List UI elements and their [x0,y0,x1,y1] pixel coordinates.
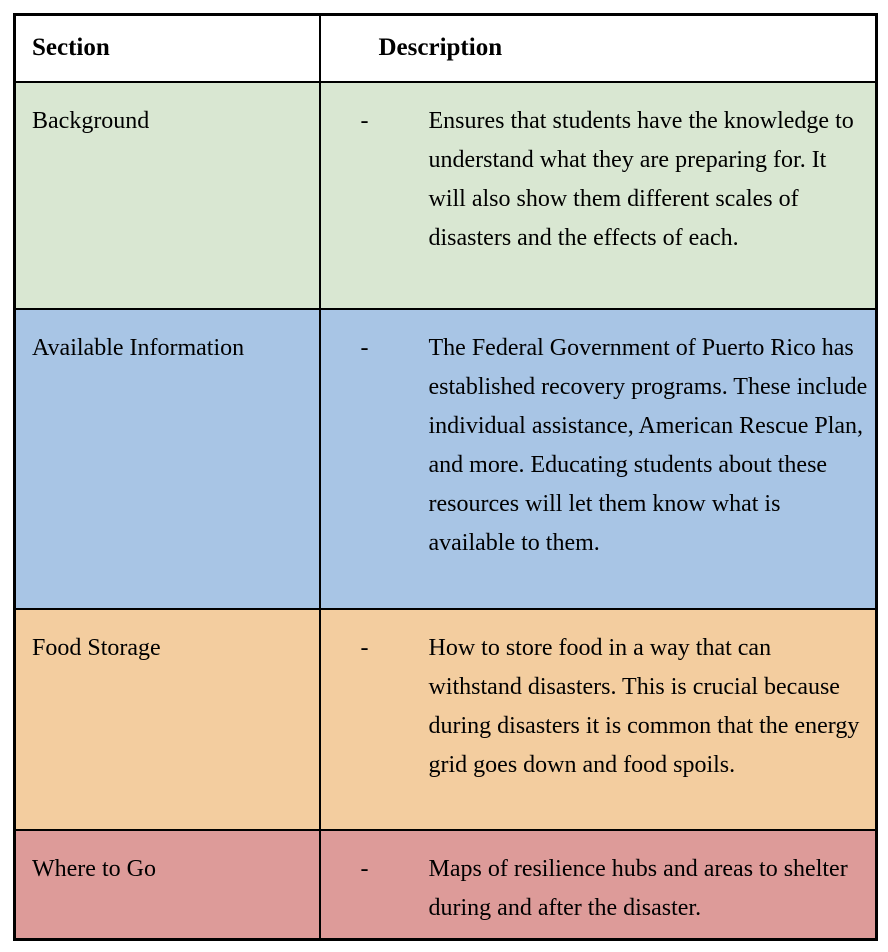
section-cell: Where to Go [15,830,320,940]
column-header-section: Section [15,15,320,82]
bullet-dash: - [360,634,369,661]
bullet-dash: - [360,855,369,882]
description-text: Ensures that students have the knowledge to understand what they are preparing for. It will also show them different scales of disasters and the effects of each. [428,107,854,251]
description-text: The Federal Government of Puerto Rico has established recovery programs. These include individual assistance, American Rescue Plan, and more. Educating students about these resources will let them know what is available to them. [428,334,868,556]
table-row-where-to-go [15,830,877,940]
bullet-dash: - [360,107,369,134]
bullet-list-item [361,102,870,258]
description-cell [320,82,877,309]
description-text: Maps of resilience hubs and areas to shelter during and after the disaster. [428,855,848,921]
header-row [15,15,877,82]
table-row-food-storage [15,609,877,830]
table-row-background [15,82,877,309]
description-text: How to store food in a way that can withstand disasters. This is crucial because during disasters it is common that the energy grid goes down and food spoils. [428,634,860,778]
description-cell [320,830,877,940]
column-header-description: Description [320,15,877,82]
section-cell: Food Storage [15,609,320,830]
bullet-list-item [361,850,870,928]
description-cell [320,609,877,830]
table-row-available-information [15,309,877,609]
bullet-list-item [361,629,870,785]
sections-table [13,13,878,941]
section-cell: Background [15,82,320,309]
bullet-list-item [361,329,870,563]
bullet-dash: - [360,334,369,361]
section-cell: Available Information [15,309,320,609]
description-cell [320,309,877,609]
